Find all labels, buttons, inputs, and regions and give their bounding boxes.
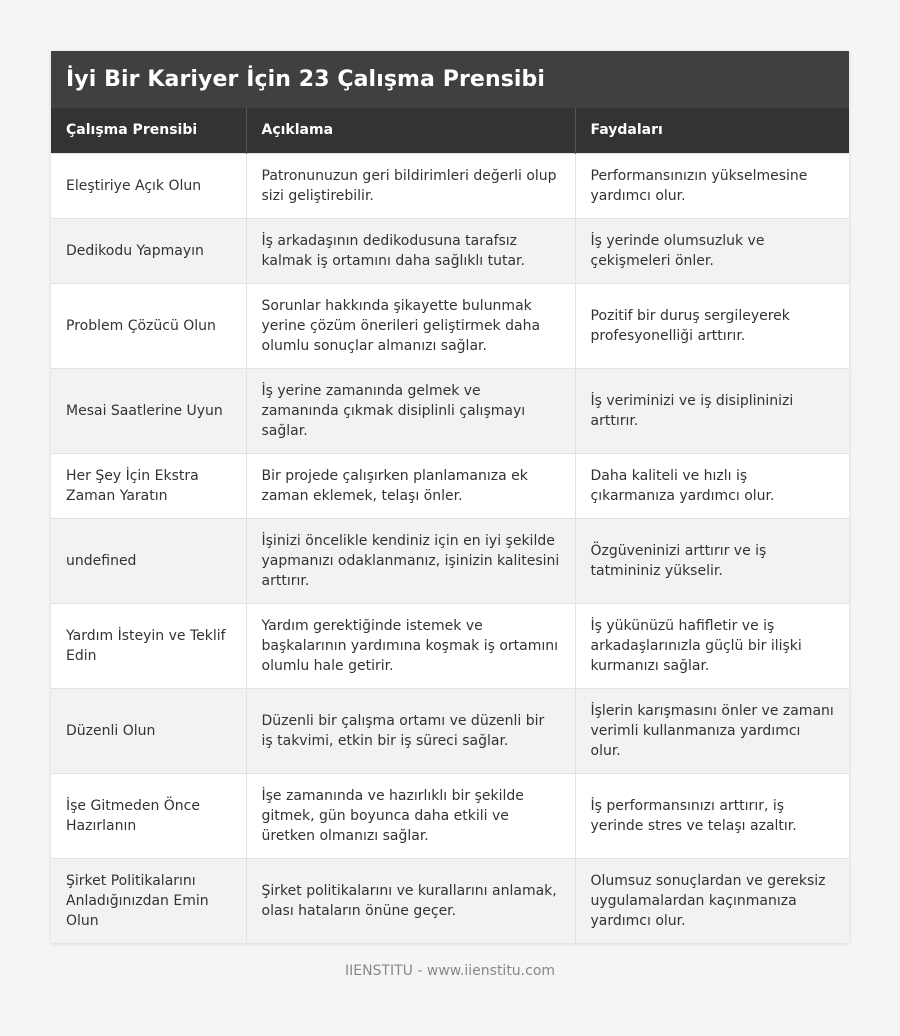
principle-cell: Problem Çözücü Olun xyxy=(51,283,246,368)
benefit-cell: İş veriminizi ve iş disiplininizi arttırır. xyxy=(575,368,849,453)
column-header-benefits: Faydaları xyxy=(575,108,849,153)
benefit-cell: Olumsuz sonuçlardan ve gereksiz uygulamalardan kaçınmanıza yardımcı olur. xyxy=(575,858,849,943)
table-card xyxy=(51,51,849,943)
principle-cell: İşe Gitmeden Önce Hazırlanın xyxy=(51,773,246,858)
benefit-cell: Daha kaliteli ve hızlı iş çıkarmanıza yardımcı olur. xyxy=(575,453,849,518)
table-row xyxy=(51,368,849,453)
table-row xyxy=(51,283,849,368)
benefit-cell: İşlerin karışmasını önler ve zamanı verimli kullanmanıza yardımcı olur. xyxy=(575,688,849,773)
description-cell: Patronunuzun geri bildirimleri değerli olup sizi geliştirebilir. xyxy=(246,153,575,218)
description-cell: Bir projede çalışırken planlamanıza ek zaman eklemek, telaşı önler. xyxy=(246,453,575,518)
principle-cell: Dedikodu Yapmayın xyxy=(51,218,246,283)
benefit-cell: Pozitif bir duruş sergileyerek profesyonelliği arttırır. xyxy=(575,283,849,368)
footer-credit: IIENSTITU - www.iienstitu.com xyxy=(344,963,556,979)
principle-cell: Mesai Saatlerine Uyun xyxy=(51,368,246,453)
table-row xyxy=(51,858,849,943)
table-row xyxy=(51,153,849,218)
table-row xyxy=(51,603,849,688)
principle-cell: undefined xyxy=(51,518,246,603)
description-cell: İşinizi öncelikle kendiniz için en iyi şekilde yapmanızı odaklanmanız, işinizin kalitesini arttırır. xyxy=(246,518,575,603)
benefit-cell: İş performansınızı arttırır, iş yerinde stres ve telaşı azaltır. xyxy=(575,773,849,858)
description-cell: İşe zamanında ve hazırlıklı bir şekilde gitmek, gün boyunca daha etkili ve üretken olmanızı sağlar. xyxy=(246,773,575,858)
principle-cell: Her Şey İçin Ekstra Zaman Yaratın xyxy=(51,453,246,518)
table-row xyxy=(51,218,849,283)
benefit-cell: Performansınızın yükselmesine yardımcı olur. xyxy=(575,153,849,218)
benefit-cell: Özgüveninizi arttırır ve iş tatmininiz yükselir. xyxy=(575,518,849,603)
principle-cell: Eleştiriye Açık Olun xyxy=(51,153,246,218)
table-title: İyi Bir Kariyer İçin 23 Çalışma Prensibi xyxy=(51,51,849,108)
principle-cell: Düzenli Olun xyxy=(51,688,246,773)
column-header-description: Açıklama xyxy=(246,108,575,153)
benefit-cell: İş yerinde olumsuzluk ve çekişmeleri önler. xyxy=(575,218,849,283)
column-header-principle: Çalışma Prensibi xyxy=(51,108,246,153)
benefit-cell: İş yükünüzü hafifletir ve iş arkadaşlarınızla güçlü bir ilişki kurmanızı sağlar. xyxy=(575,603,849,688)
principle-cell: Şirket Politikalarını Anladığınızdan Emin Olun xyxy=(51,858,246,943)
description-cell: İş yerine zamanında gelmek ve zamanında çıkmak disiplinli çalışmayı sağlar. xyxy=(246,368,575,453)
table-row xyxy=(51,688,849,773)
description-cell: Şirket politikalarını ve kurallarını anlamak, olası hataların önüne geçer. xyxy=(246,858,575,943)
table-row xyxy=(51,518,849,603)
description-cell: Sorunlar hakkında şikayette bulunmak yerine çözüm önerileri geliştirmek daha olumlu sonuçlar almanızı sağlar. xyxy=(246,283,575,368)
table-row xyxy=(51,773,849,858)
description-cell: Yardım gerektiğinde istemek ve başkalarının yardımına koşmak iş ortamını olumlu hale getirir. xyxy=(246,603,575,688)
description-cell: İş arkadaşının dedikodusuna tarafsız kalmak iş ortamını daha sağlıklı tutar. xyxy=(246,218,575,283)
table-header-row xyxy=(51,108,849,153)
table-row xyxy=(51,453,849,518)
principle-cell: Yardım İsteyin ve Teklif Edin xyxy=(51,603,246,688)
principles-table xyxy=(51,108,849,943)
description-cell: Düzenli bir çalışma ortamı ve düzenli bir iş takvimi, etkin bir iş süreci sağlar. xyxy=(246,688,575,773)
